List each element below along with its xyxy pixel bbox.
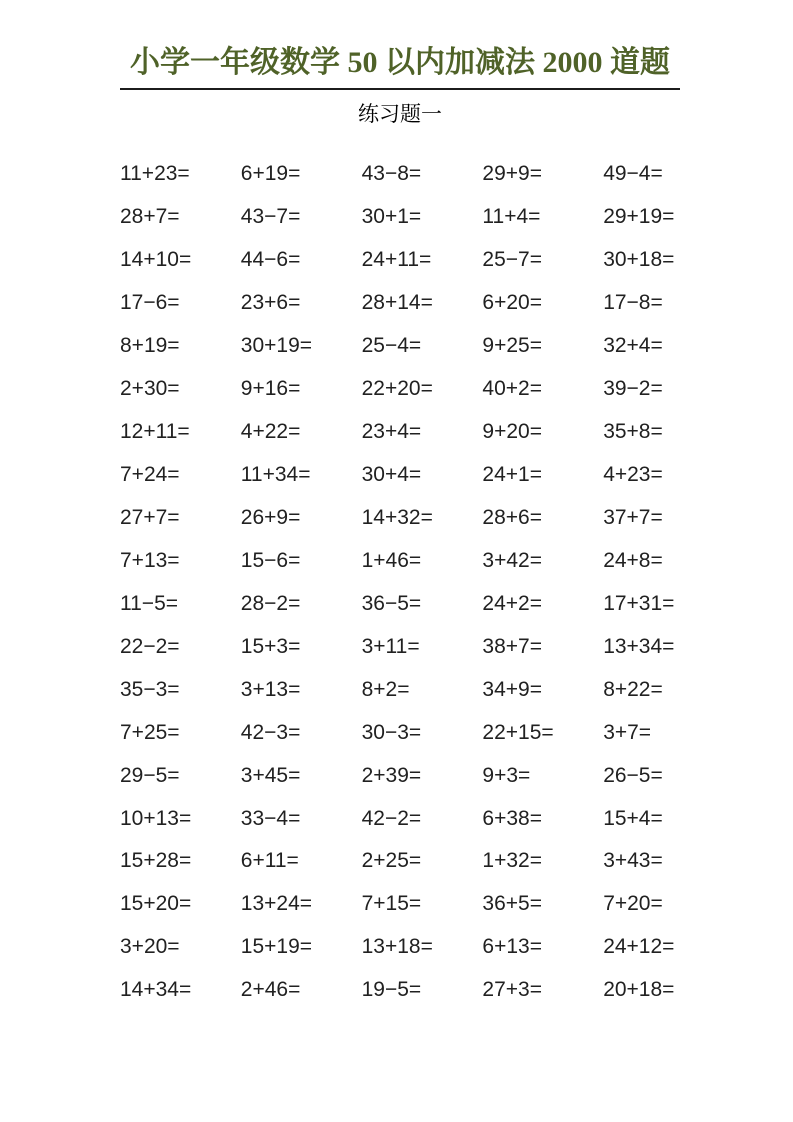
- problem-cell: 38+7=: [482, 634, 542, 658]
- problem-cell: 15+20=: [120, 892, 192, 916]
- problem-cell: 3+20=: [120, 935, 180, 959]
- problem-cell: 32+4=: [603, 334, 663, 358]
- problem-cell: 11−5=: [120, 591, 179, 615]
- problem-cell: 15+19=: [240, 935, 313, 959]
- problem-cell: 30+19=: [240, 334, 313, 358]
- problem-cell: 14+34=: [120, 978, 192, 1002]
- problem-cell: 35+8=: [603, 420, 663, 444]
- problem-cell: 36+5=: [482, 892, 542, 916]
- problem-cell: 15−6=: [240, 548, 301, 572]
- problem-cell: 24+11=: [361, 248, 432, 272]
- problem-cell: 6+20=: [482, 291, 542, 315]
- problem-cell: 34+9=: [482, 677, 542, 701]
- problem-cell: 6+19=: [240, 162, 301, 186]
- problem-cell: 42−3=: [240, 720, 301, 744]
- problem-cell: 23+6=: [240, 291, 301, 315]
- problem-cell: 22+20=: [361, 377, 433, 401]
- problem-cell: 19−5=: [361, 978, 422, 1002]
- problem-cell: 35−3=: [120, 677, 180, 701]
- problem-grid: [120, 153, 724, 1012]
- problem-cell: 9+20=: [482, 420, 542, 444]
- problem-cell: 2+46=: [240, 978, 301, 1002]
- problem-cell: 9+3=: [482, 763, 531, 787]
- problem-cell: 6+11=: [240, 849, 299, 873]
- problem-cell: 42−2=: [361, 806, 422, 830]
- problem-cell: 8+2=: [361, 677, 410, 701]
- problem-cell: 22+15=: [482, 720, 554, 744]
- problem-cell: 28+14=: [361, 291, 433, 315]
- problem-cell: 7+25=: [120, 720, 180, 744]
- problem-cell: 8+22=: [603, 677, 663, 701]
- problem-cell: 33−4=: [240, 806, 301, 830]
- problem-cell: 2+30=: [120, 377, 180, 401]
- problem-cell: 15+3=: [240, 634, 301, 658]
- problem-cell: 4+22=: [240, 420, 301, 444]
- problem-cell: 13+18=: [361, 935, 433, 959]
- problem-cell: 13+34=: [603, 634, 675, 658]
- problem-cell: 22−2=: [120, 634, 180, 658]
- problem-cell: 20+18=: [603, 978, 675, 1002]
- problem-cell: 30+4=: [361, 463, 422, 487]
- problem-cell: 3+45=: [240, 763, 301, 787]
- problem-cell: 17−8=: [603, 291, 663, 315]
- problem-cell: 14+10=: [120, 248, 192, 272]
- problem-cell: 49−4=: [603, 162, 663, 186]
- problem-cell: 37+7=: [603, 505, 663, 529]
- problem-cell: 11+34=: [240, 463, 311, 487]
- problem-cell: 10+13=: [120, 806, 192, 830]
- problem-cell: 44−6=: [240, 248, 301, 272]
- problem-cell: 3+11=: [361, 634, 420, 658]
- problem-cell: 4+23=: [603, 463, 663, 487]
- page-title: 小学一年级数学 50 以内加减法 2000 道题: [130, 46, 670, 79]
- problem-cell: 17+31=: [603, 591, 675, 615]
- problem-cell: 11+4=: [482, 205, 541, 229]
- problem-cell: 30−3=: [361, 720, 422, 744]
- problem-cell: 12+11=: [120, 420, 190, 444]
- problem-cell: 14+32=: [361, 505, 433, 529]
- problem-cell: 3+43=: [603, 849, 663, 873]
- problem-cell: 27+7=: [120, 505, 180, 529]
- problem-cell: 36−5=: [361, 591, 422, 615]
- problem-cell: 29+9=: [482, 162, 542, 186]
- problem-cell: 7+13=: [120, 548, 180, 572]
- problem-cell: 2+39=: [361, 763, 422, 787]
- problem-cell: 13+24=: [240, 892, 313, 916]
- problem-cell: 9+16=: [240, 377, 301, 401]
- problem-cell: 24+2=: [482, 591, 542, 615]
- problem-cell: 25−7=: [482, 248, 542, 272]
- problem-cell: 43−7=: [240, 205, 301, 229]
- page-subtitle: 练习题一: [358, 103, 442, 126]
- problem-cell: 15+28=: [120, 849, 192, 873]
- problem-cell: 3+7=: [603, 720, 652, 744]
- problem-cell: 24+12=: [603, 935, 675, 959]
- problem-cell: 6+13=: [482, 935, 542, 959]
- problem-cell: 7+24=: [120, 463, 180, 487]
- problem-cell: 2+25=: [361, 849, 422, 873]
- problem-cell: 26−5=: [603, 763, 663, 787]
- problem-cell: 43−8=: [361, 162, 422, 186]
- problem-cell: 27+3=: [482, 978, 542, 1002]
- problem-cell: 8+19=: [120, 334, 180, 358]
- problem-cell: 39−2=: [603, 377, 663, 401]
- problem-cell: 28+6=: [482, 505, 542, 529]
- problem-cell: 30+1=: [361, 205, 422, 229]
- problem-cell: 3+42=: [482, 548, 542, 572]
- title-block: [120, 46, 680, 90]
- problem-cell: 1+32=: [482, 849, 542, 873]
- problem-cell: 26+9=: [240, 505, 301, 529]
- problem-cell: 24+8=: [603, 548, 663, 572]
- problem-cell: 3+13=: [240, 677, 301, 701]
- problem-cell: 7+15=: [361, 892, 422, 916]
- problem-cell: 17−6=: [120, 291, 180, 315]
- problem-cell: 29−5=: [120, 763, 180, 787]
- problem-cell: 11+23=: [120, 162, 190, 186]
- problem-cell: 30+18=: [603, 248, 675, 272]
- problem-cell: 25−4=: [361, 334, 422, 358]
- problem-cell: 29+19=: [603, 205, 675, 229]
- problem-cell: 28−2=: [240, 591, 301, 615]
- problem-cell: 24+1=: [482, 463, 542, 487]
- problem-cell: 28+7=: [120, 205, 180, 229]
- problem-cell: 40+2=: [482, 377, 542, 401]
- problem-cell: 9+25=: [482, 334, 542, 358]
- problem-cell: 6+38=: [482, 806, 542, 830]
- problem-cell: 1+46=: [361, 548, 422, 572]
- problem-cell: 15+4=: [603, 806, 663, 830]
- problem-cell: 7+20=: [603, 892, 663, 916]
- problem-cell: 23+4=: [361, 420, 422, 444]
